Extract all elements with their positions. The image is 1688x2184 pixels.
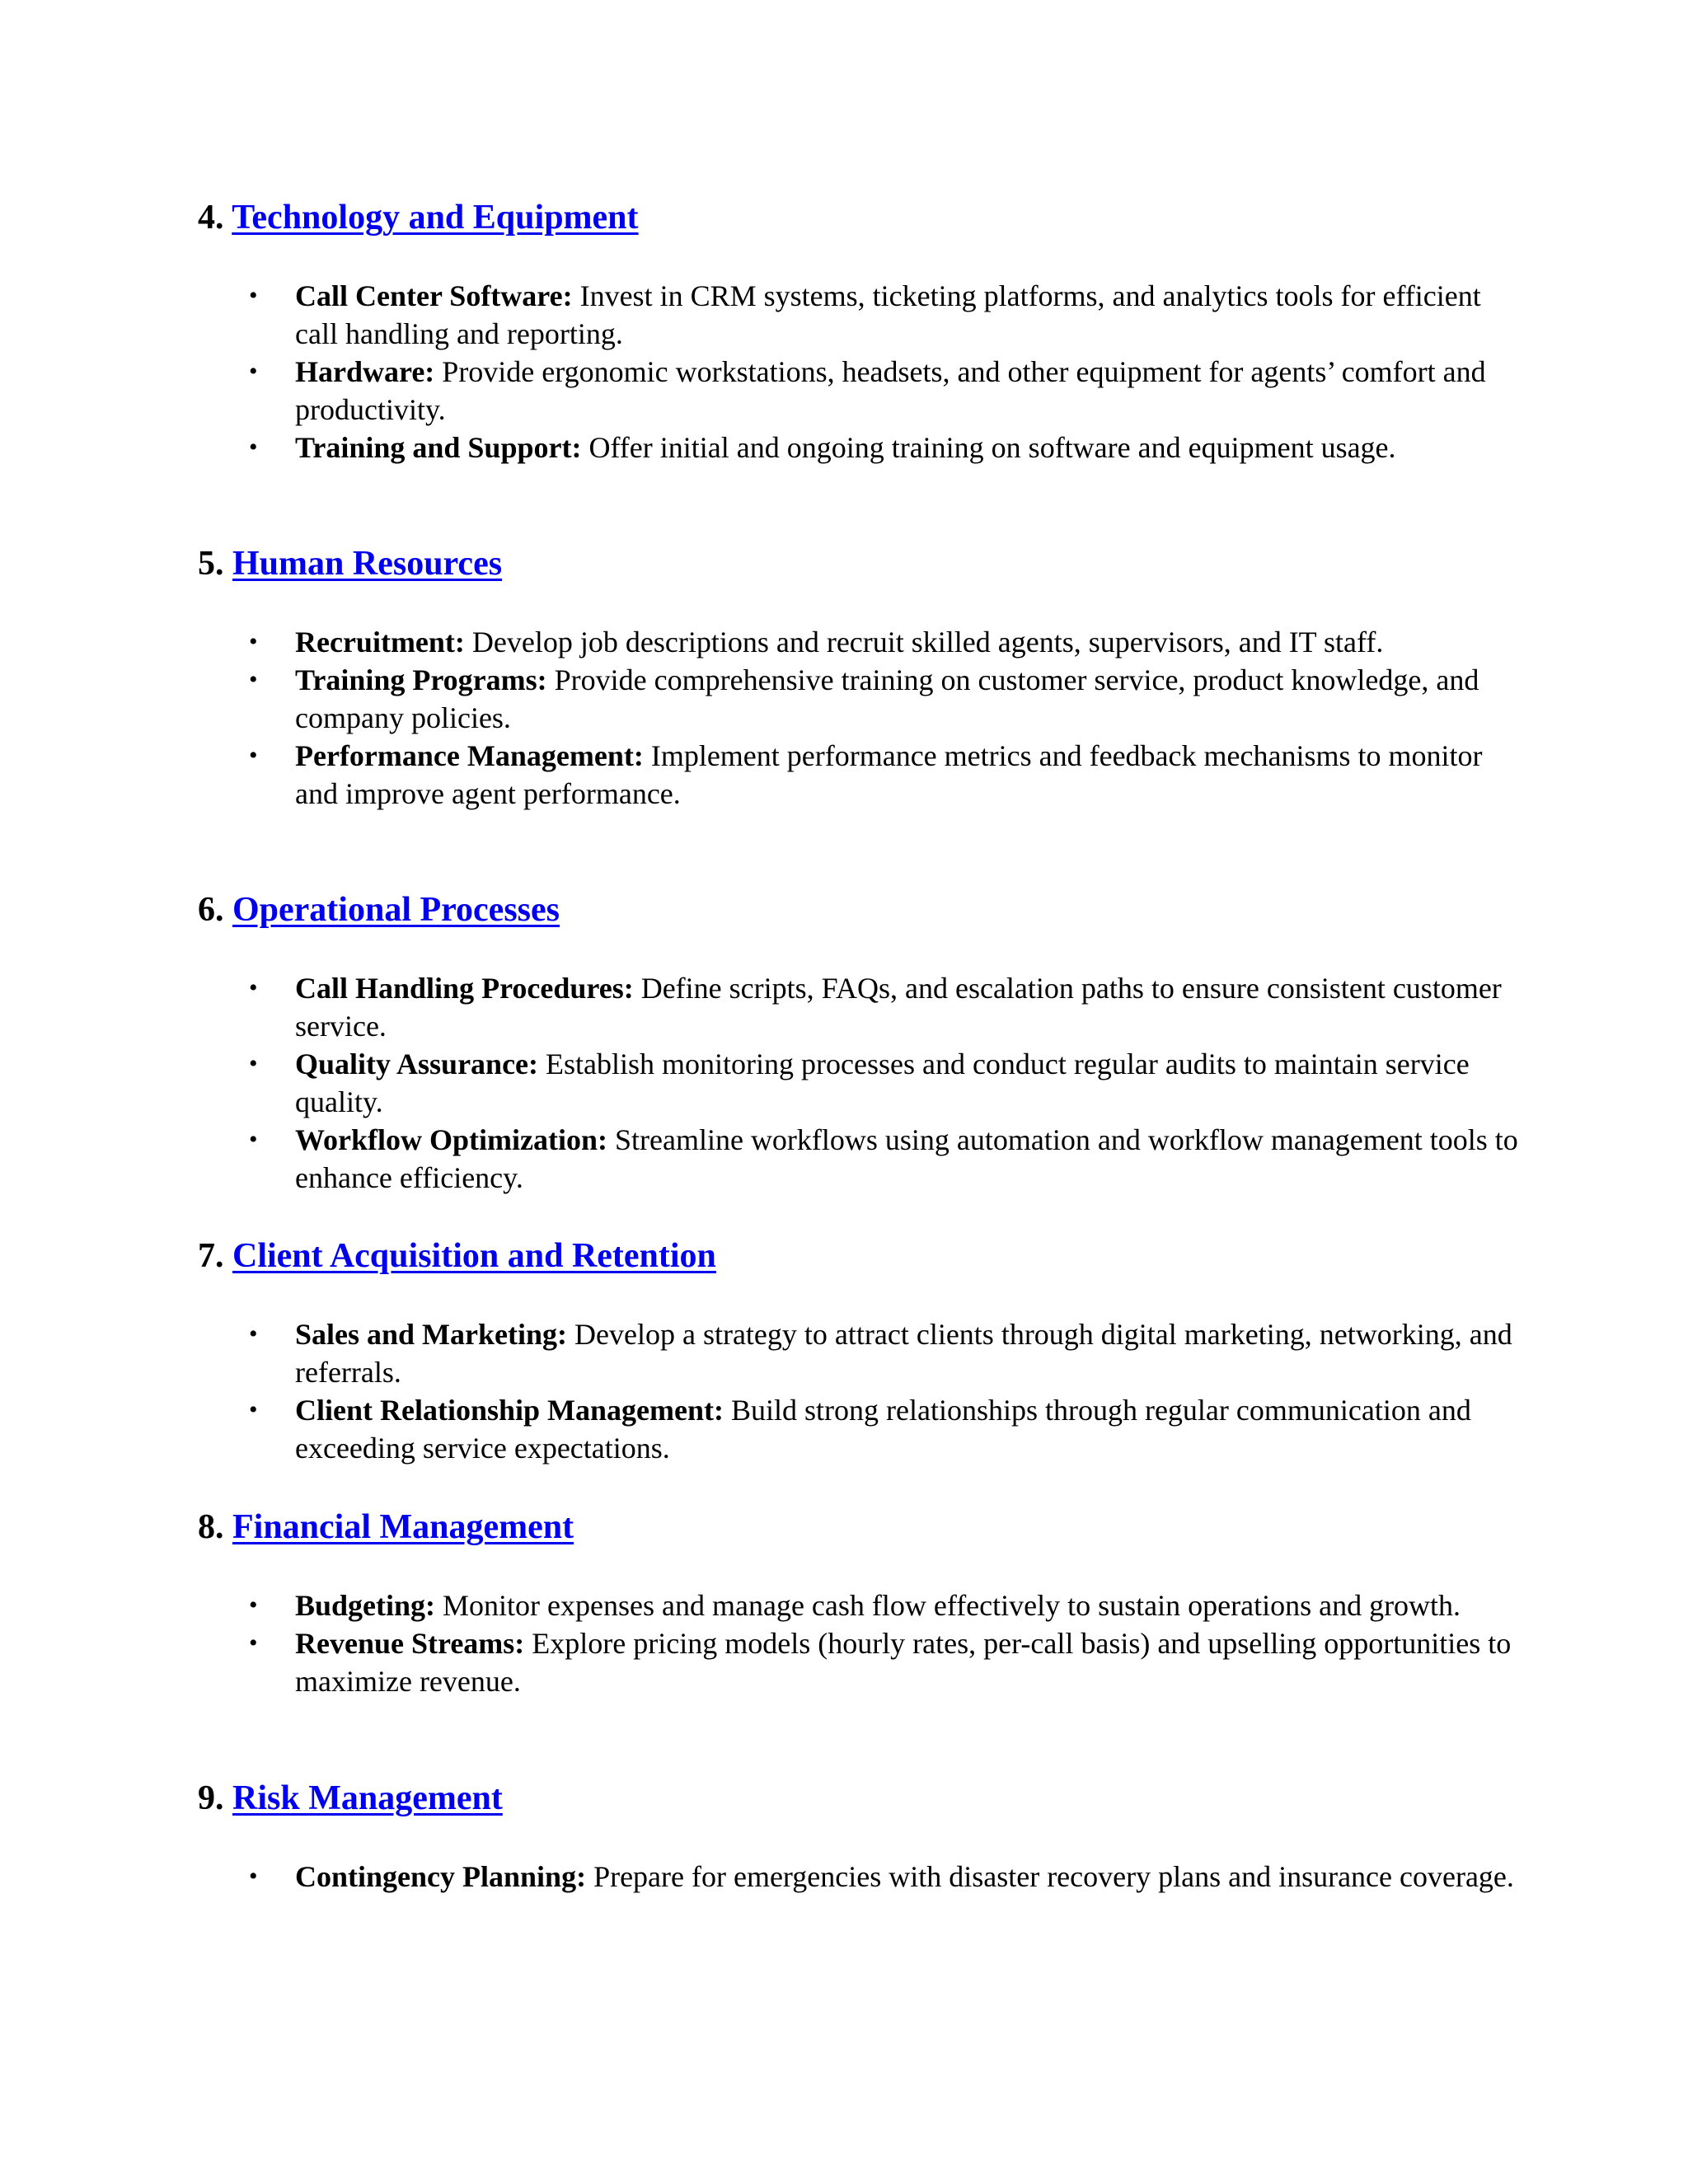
section-financial-management bbox=[198, 1505, 1517, 1698]
list-item bbox=[198, 1624, 1523, 1700]
list-item bbox=[198, 623, 1523, 661]
bullet-icon: • bbox=[249, 628, 258, 655]
item-text: Develop job descriptions and recruit skilled agents, supervisors, and IT staff. bbox=[464, 626, 1384, 658]
item-term: Training Programs: bbox=[295, 663, 547, 696]
item-term: Contingency Planning: bbox=[295, 1860, 587, 1893]
section-operational-processes bbox=[198, 888, 1518, 1194]
bullet-list bbox=[198, 1858, 1517, 1896]
item-term: Call Handling Procedures: bbox=[295, 972, 634, 1005]
section-link-technology-and-equipment[interactable]: Technology and Equipment bbox=[232, 199, 639, 237]
bullet-icon: • bbox=[249, 1629, 258, 1657]
item-text: Build strong relationships through regular communication and exceeding service expectations. bbox=[295, 1394, 1471, 1465]
bullet-icon: • bbox=[249, 358, 258, 385]
item-term: Training and Support: bbox=[295, 431, 582, 464]
bullet-list bbox=[198, 277, 1517, 466]
bullet-icon: • bbox=[249, 1050, 258, 1077]
item-term: Workflow Optimization: bbox=[295, 1123, 607, 1156]
item-text: Invest in CRM systems, ticketing platforms, and analytics tools for efficient call handling and reporting. bbox=[295, 279, 1481, 350]
section-heading bbox=[198, 541, 1517, 586]
section-number: 8. bbox=[198, 1508, 224, 1546]
item-term: Budgeting: bbox=[295, 1589, 436, 1622]
bullet-icon: • bbox=[249, 1591, 258, 1619]
list-item bbox=[198, 1315, 1523, 1391]
item-text: Provide comprehensive training on customer service, product knowledge, and company policies. bbox=[295, 663, 1479, 734]
bullet-icon: • bbox=[249, 742, 258, 769]
list-item bbox=[198, 277, 1523, 353]
section-number: 5. bbox=[198, 545, 224, 583]
item-term: Recruitment: bbox=[295, 626, 465, 658]
item-text: Provide ergonomic workstations, headsets, and other equipment for agents’ comfort and productivity. bbox=[295, 355, 1486, 426]
item-text: Define scripts, FAQs, and escalation paths to ensure consistent customer service. bbox=[295, 972, 1502, 1043]
item-term: Quality Assurance: bbox=[295, 1047, 539, 1080]
bullet-list bbox=[198, 969, 1517, 1197]
section-number: 7. bbox=[198, 1237, 224, 1275]
bullet-icon: • bbox=[249, 282, 258, 309]
item-term: Client Relationship Management: bbox=[295, 1394, 724, 1427]
item-text: Prepare for emergencies with disaster recovery plans and insurance coverage. bbox=[586, 1860, 1514, 1893]
bullet-list bbox=[198, 1586, 1517, 1700]
bullet-icon: • bbox=[249, 1126, 258, 1153]
list-item bbox=[198, 1121, 1523, 1197]
section-technology-and-equipment bbox=[198, 195, 1517, 464]
item-term: Call Center Software: bbox=[295, 279, 573, 312]
section-heading bbox=[198, 1505, 1517, 1549]
section-heading bbox=[198, 888, 1517, 932]
item-term: Hardware: bbox=[295, 355, 435, 388]
item-text: Develop a strategy to attract clients through digital marketing, networking, and referrals. bbox=[295, 1318, 1512, 1389]
list-item bbox=[198, 1858, 1523, 1896]
bullet-icon: • bbox=[249, 974, 258, 1001]
item-term: Performance Management: bbox=[295, 739, 644, 772]
list-item bbox=[198, 1586, 1523, 1624]
section-link-human-resources[interactable]: Human Resources bbox=[232, 545, 503, 583]
list-item bbox=[198, 969, 1523, 1045]
section-risk-management bbox=[198, 1776, 1517, 1893]
item-text: Offer initial and ongoing training on software and equipment usage. bbox=[581, 431, 1396, 464]
list-item bbox=[198, 661, 1523, 737]
bullet-list bbox=[198, 1315, 1517, 1467]
bullet-icon: • bbox=[249, 1863, 258, 1890]
item-text: Streamline workflows using automation and workflow management tools to enhance efficiency. bbox=[295, 1123, 1518, 1194]
section-number: 6. bbox=[198, 891, 224, 929]
section-human-resources bbox=[198, 541, 1517, 810]
list-item bbox=[198, 737, 1523, 813]
bullet-icon: • bbox=[249, 1396, 258, 1423]
list-item bbox=[198, 353, 1523, 429]
list-item bbox=[198, 1045, 1523, 1121]
item-term: Revenue Streams: bbox=[295, 1627, 525, 1660]
section-heading bbox=[198, 195, 1517, 240]
section-client-acquisition-and-retention bbox=[198, 1234, 1517, 1465]
list-item bbox=[198, 429, 1523, 466]
item-text: Implement performance metrics and feedback mechanisms to monitor and improve agent performance. bbox=[295, 739, 1483, 810]
section-heading bbox=[198, 1776, 1517, 1821]
section-link-operational-processes[interactable]: Operational Processes bbox=[232, 891, 560, 929]
section-heading bbox=[198, 1234, 1517, 1278]
item-term: Sales and Marketing: bbox=[295, 1318, 568, 1351]
bullet-list bbox=[198, 623, 1517, 813]
item-text: Monitor expenses and manage cash flow effectively to sustain operations and growth. bbox=[435, 1589, 1461, 1622]
bullet-icon: • bbox=[249, 1320, 258, 1347]
item-text: Explore pricing models (hourly rates, per-call basis) and upselling opportunities to maximize revenue. bbox=[295, 1627, 1512, 1698]
section-link-risk-management[interactable]: Risk Management bbox=[232, 1779, 503, 1817]
bullet-icon: • bbox=[249, 434, 258, 461]
section-link-financial-management[interactable]: Financial Management bbox=[232, 1508, 574, 1546]
section-number: 9. bbox=[198, 1779, 224, 1817]
bullet-icon: • bbox=[249, 666, 258, 693]
item-text: Establish monitoring processes and conduct regular audits to maintain service quality. bbox=[295, 1047, 1470, 1118]
list-item bbox=[198, 1391, 1523, 1467]
section-number: 4. bbox=[198, 199, 224, 237]
section-link-client-acquisition-and-retention[interactable]: Client Acquisition and Retention bbox=[232, 1237, 716, 1275]
